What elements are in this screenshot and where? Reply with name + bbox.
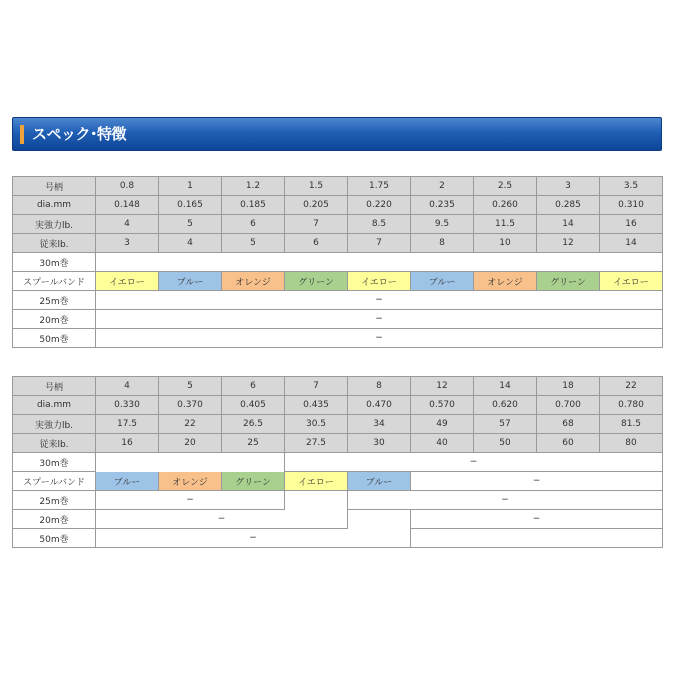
table-row	[13, 291, 663, 310]
row-label: dia.mm	[13, 196, 96, 215]
table-cell: 1.75	[348, 177, 411, 196]
spool-band-blue: ブルー	[411, 272, 474, 291]
row-label: 50m巻	[13, 329, 96, 348]
spool-band-blue: ブルー	[96, 472, 159, 491]
table-cell: 2.5	[474, 177, 537, 196]
spool-band-blue: ブルー	[159, 272, 222, 291]
table-cell: 0.620	[474, 396, 537, 415]
table-cell: 0.370	[159, 396, 222, 415]
table-row	[13, 310, 663, 329]
table-cell: 0.260	[474, 196, 537, 215]
table-cell: 5	[222, 234, 285, 253]
table-cell: 8.5	[348, 215, 411, 234]
table-cell: 6	[285, 234, 348, 253]
header-accent-bar	[20, 125, 24, 144]
table-row	[13, 396, 663, 415]
table-cell: 0.310	[600, 196, 663, 215]
table-cell: 0.570	[411, 396, 474, 415]
table-cell: 0.235	[411, 196, 474, 215]
table-cell-empty	[348, 510, 411, 529]
table-cell: −	[285, 453, 663, 472]
spool-band-green: グリーン	[285, 272, 348, 291]
table-cell: −	[96, 329, 663, 348]
table-cell: 50	[474, 434, 537, 453]
table-cell: 0.165	[159, 196, 222, 215]
table-cell-empty	[285, 491, 348, 510]
table-cell: −	[96, 310, 663, 329]
table-row	[13, 329, 663, 348]
table-cell: 57	[474, 415, 537, 434]
table-cell: 16	[96, 434, 159, 453]
row-label: 25m巻	[13, 291, 96, 310]
table-row	[13, 529, 663, 548]
row-label: スプールバンド	[13, 272, 96, 291]
table-cell: 60	[537, 434, 600, 453]
table-cell: 80	[600, 434, 663, 453]
table-cell: 0.148	[96, 196, 159, 215]
table-row	[13, 472, 663, 491]
spec-table-2	[12, 376, 663, 548]
table-cell: 1.5	[285, 177, 348, 196]
table-cell: 1.2	[222, 177, 285, 196]
table-cell: 11.5	[474, 215, 537, 234]
row-label: 20m巻	[13, 510, 96, 529]
row-label: 従来lb.	[13, 434, 96, 453]
spool-band-blue: ブルー	[348, 472, 411, 491]
table-row	[13, 215, 663, 234]
table-cell: 3	[96, 234, 159, 253]
row-label: 従来lb.	[13, 234, 96, 253]
table-row	[13, 415, 663, 434]
spool-band-orange: オレンジ	[159, 472, 222, 491]
table-cell: 26.5	[222, 415, 285, 434]
table-cell: 8	[411, 234, 474, 253]
table-cell: 34	[348, 415, 411, 434]
table-cell: −	[411, 510, 663, 529]
table-cell: 0.330	[96, 396, 159, 415]
table-cell: 12	[411, 377, 474, 396]
table-cell: 7	[348, 234, 411, 253]
row-label: 号柄	[13, 177, 96, 196]
table-cell: 2	[411, 177, 474, 196]
table-cell: 0.205	[285, 196, 348, 215]
table-cell: 0.780	[600, 396, 663, 415]
table-row	[13, 377, 663, 396]
table-cell: 6	[222, 215, 285, 234]
table-cell: 81.5	[600, 415, 663, 434]
table-cell-empty	[96, 453, 285, 472]
table-cell: 0.8	[96, 177, 159, 196]
table-cell: −	[411, 472, 663, 491]
row-label: dia.mm	[13, 396, 96, 415]
table-cell: 40	[411, 434, 474, 453]
section-header	[12, 117, 662, 151]
table-cell: 27.5	[285, 434, 348, 453]
table-row	[13, 177, 663, 196]
table-cell: −	[96, 491, 285, 510]
table-cell: 4	[96, 215, 159, 234]
spool-band-yellow: イエロー	[96, 272, 159, 291]
table-cell: 16	[600, 215, 663, 234]
table-cell: 17.5	[96, 415, 159, 434]
table-cell: 22	[600, 377, 663, 396]
row-label: 20m巻	[13, 310, 96, 329]
table-cell: 3	[537, 177, 600, 196]
table-cell: 22	[159, 415, 222, 434]
row-label: 号柄	[13, 377, 96, 396]
table-cell: 0.405	[222, 396, 285, 415]
spool-band-yellow: イエロー	[285, 472, 348, 491]
table-cell: 20	[159, 434, 222, 453]
table-row	[13, 491, 663, 510]
spec-table-1	[12, 176, 663, 348]
row-label: 30m巻	[13, 253, 96, 272]
table-cell: 25	[222, 434, 285, 453]
table-cell: 12	[537, 234, 600, 253]
table-cell: −	[96, 291, 663, 310]
spool-band-orange: オレンジ	[222, 272, 285, 291]
table-cell: 0.470	[348, 396, 411, 415]
table-cell: 4	[159, 234, 222, 253]
table-cell: 14	[537, 215, 600, 234]
table-cell: −	[348, 491, 663, 510]
table-cell: 0.185	[222, 196, 285, 215]
row-label: 実強力lb.	[13, 215, 96, 234]
row-label: スプールバンド	[13, 472, 96, 491]
table-cell	[96, 253, 663, 272]
table-cell: 14	[474, 377, 537, 396]
table-cell: 3.5	[600, 177, 663, 196]
spool-band-green: グリーン	[222, 472, 285, 491]
table-row	[13, 510, 663, 529]
table-row	[13, 196, 663, 215]
table-row	[13, 234, 663, 253]
table-cell: 0.285	[537, 196, 600, 215]
table-cell: 10	[474, 234, 537, 253]
section-title: スペック･特徴	[32, 125, 127, 143]
spool-band-yellow: イエロー	[348, 272, 411, 291]
table-cell: 0.435	[285, 396, 348, 415]
table-cell: 4	[96, 377, 159, 396]
table-cell: 1	[159, 177, 222, 196]
row-label: 50m巻	[13, 529, 96, 548]
table-row	[13, 453, 663, 472]
table-row	[13, 253, 663, 272]
table-row	[13, 434, 663, 453]
table-cell: 68	[537, 415, 600, 434]
table-cell-empty	[411, 529, 663, 548]
table-cell: 18	[537, 377, 600, 396]
table-cell: 7	[285, 215, 348, 234]
table-cell: 6	[222, 377, 285, 396]
row-label: 25m巻	[13, 491, 96, 510]
table-cell: −	[96, 529, 411, 548]
spool-band-green: グリーン	[537, 272, 600, 291]
table-cell: 30.5	[285, 415, 348, 434]
table-cell: −	[96, 510, 348, 529]
table-row	[13, 272, 663, 291]
row-label: 実強力lb.	[13, 415, 96, 434]
table-cell: 49	[411, 415, 474, 434]
spool-band-yellow: イエロー	[600, 272, 663, 291]
table-cell: 0.220	[348, 196, 411, 215]
row-label: 30m巻	[13, 453, 96, 472]
spool-band-orange: オレンジ	[474, 272, 537, 291]
table-cell: 8	[348, 377, 411, 396]
table-cell: 7	[285, 377, 348, 396]
table-cell: 5	[159, 377, 222, 396]
table-cell: 5	[159, 215, 222, 234]
table-cell: 9.5	[411, 215, 474, 234]
table-cell: 0.700	[537, 396, 600, 415]
table-cell: 14	[600, 234, 663, 253]
table-cell: 30	[348, 434, 411, 453]
